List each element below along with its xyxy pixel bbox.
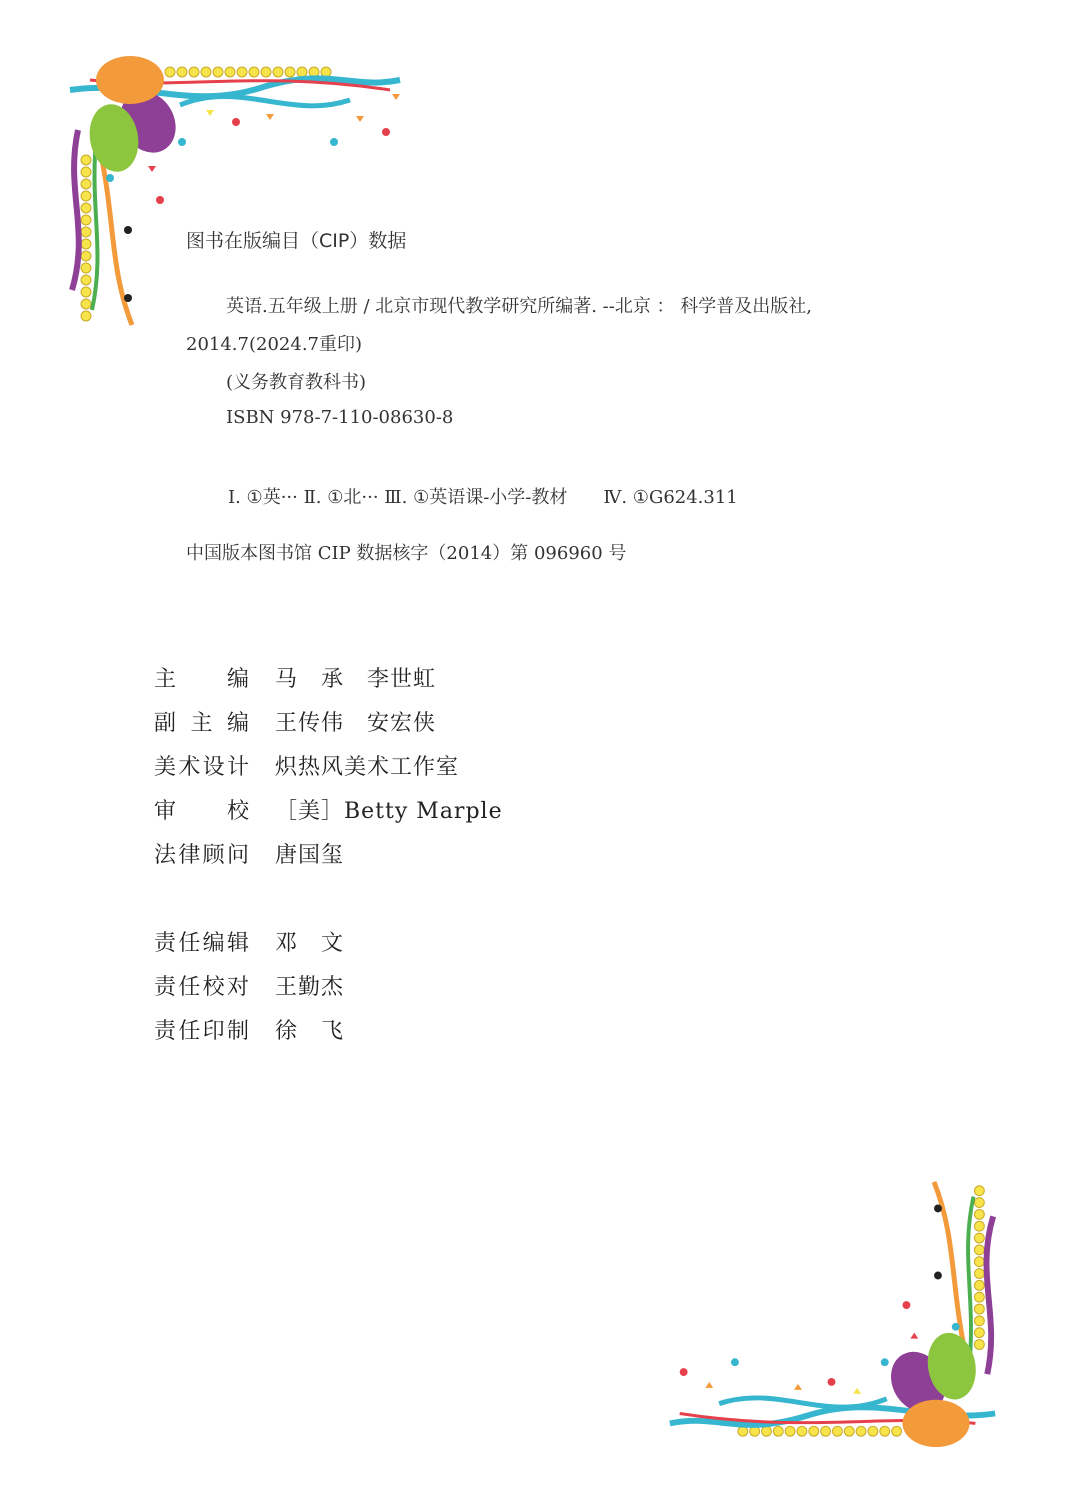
credit-role: 审 校 xyxy=(154,799,249,824)
cip-isbn-line: ISBN 978-7-110-08630-8 xyxy=(226,407,454,428)
cip-title-line: 英语.五年级上册 / 北京市现代教学研究所编著. --北京 ： 科学普及出版社, xyxy=(226,296,812,317)
credit-role: 责 任 校 对 xyxy=(154,975,249,1000)
credit-row-art-design xyxy=(154,750,503,794)
cip-classification-line: Ⅰ. ①英··· Ⅱ. ①北··· Ⅲ. ①英语课-小学-教材 Ⅳ. ①G624.311 xyxy=(228,487,738,508)
streamer-cyan-2 xyxy=(180,96,350,105)
cip-series-line: (义务教育教科书) xyxy=(226,372,367,393)
bead-chain-bottom xyxy=(738,1426,902,1436)
credit-name: 马 承 李世虹 xyxy=(275,667,437,692)
credit-role: 责 任 编 辑 xyxy=(154,931,249,956)
bead-chain-top xyxy=(165,67,331,77)
credit-name: 王勤杰 xyxy=(275,975,345,1000)
credit-row-proofreader xyxy=(154,970,503,1014)
credit-name: 炽热风美术工作室 xyxy=(275,755,460,780)
credit-role: 副 主 编 xyxy=(154,711,249,736)
bead-chain-right xyxy=(974,1186,984,1350)
credit-role: 主 编 xyxy=(154,667,249,692)
credits-spacer xyxy=(154,882,503,926)
credit-name: 唐国玺 xyxy=(275,843,345,868)
credits-list xyxy=(154,662,503,1058)
credit-row-responsible-editor xyxy=(154,926,503,970)
balloon-orange xyxy=(96,56,164,104)
credit-row-chief-editor xyxy=(154,662,503,706)
credit-role: 法 律 顾 问 xyxy=(154,843,249,868)
streamer-green xyxy=(92,140,97,310)
streamer-purple xyxy=(72,130,79,290)
credit-name: 邓 文 xyxy=(275,931,345,956)
credit-name: 徐 飞 xyxy=(275,1019,345,1044)
credit-row-legal-advisor xyxy=(154,838,503,882)
credit-row-reviewer xyxy=(154,794,503,838)
credit-row-print-supervisor xyxy=(154,1014,503,1058)
party-decoration-bottom-right xyxy=(660,1165,1005,1455)
cip-record-number-line: 中国版本图书馆 CIP 数据核字（2014）第 096960 号 xyxy=(186,543,627,564)
cip-heading: 图书在版编目（CIP）数据 xyxy=(186,230,407,252)
credit-name: 王传伟 安宏侠 xyxy=(275,711,437,736)
credit-role: 责 任 印 制 xyxy=(154,1019,249,1044)
bead-chain-left xyxy=(81,155,91,321)
credit-role: 美 术 设 计 xyxy=(154,755,249,780)
cip-date-line: 2014.7(2024.7重印) xyxy=(186,334,363,355)
credit-name: ［美］Betty Marple xyxy=(275,799,503,824)
credit-row-deputy-editor xyxy=(154,706,503,750)
